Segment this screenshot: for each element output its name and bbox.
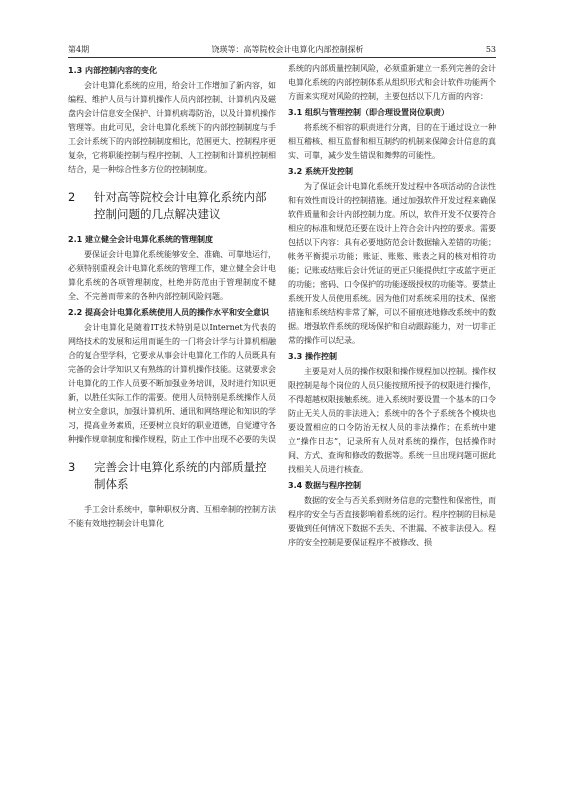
section-title: 针对高等院校会计电算化系统内部控制问题的几点解决建议 [94, 190, 267, 221]
page-number: 53 [485, 45, 496, 54]
paragraph-3-4: 数据的安全与否关系到财务信息的完整性和保密性，而程序的安全与否直接影响着系统的运行。程序控制的目标是要做到任何情况下数据不丢失、不泄漏、不被非法侵入。程序的安全控制是要保证程序不被修改、损 [288, 496, 496, 547]
section-number: 2 [68, 190, 76, 204]
subsection-heading-3-1: 3.1 组织与管理控制（即合理设置岗位职责） [288, 108, 449, 117]
section-heading-2 [68, 189, 276, 223]
subsection-heading-3-4: 3.4 数据与程序控制 [288, 481, 361, 490]
running-title: 饶瑛等：高等院校会计电算化内部控制探析 [211, 45, 364, 54]
running-header [68, 8, 496, 58]
subsection-heading-2-1: 2.1 建立健全会计电算化系统的管理制度 [68, 235, 213, 244]
paragraph-2-1: 要保证会计电算化系统能够安全、准确、可靠地运行，必须特别重视会计电算化系统的管理工作，建立健全会计电算化系统的各项管理制度，杜绝并防范由于管理制度不健全、不完善而带来的各种内部控制风险问题。 [68, 250, 276, 301]
paragraph-3-2: 为了保证会计电算化系统开发过程中各项活动的合法性和有效性而设计的控制措施。通过加强软件开发过程来确保软件质量和会计内部控制力度。所以，软件开发不仅要符合相应的标准和规范还要在设计上符合会计内控的要求。需要包括以下内容：具有必要地防范会计数据输入差错的功能；帐务平衡提示功能；账证、账账、账表之间的核对相符功能；记账或结账后会计凭证的更正只能提供红字或蓝字更正的功能；密码、口令保护的功能逐级授权的功能等。要禁止系统开发人员使用系统。因为他们对系统采用的技术、保密措施和系统结构非常了解，可以不留痕迹地修改系统中的数据。增强软件系统的现场保护和自动跟踪能力，对一切非正常的操作可以纪录。 [288, 182, 496, 345]
section-title: 完善会计电算化系统的内部质量控制体系 [94, 460, 267, 491]
paragraph-3-1: 将系统不相容的职责进行分离，目的在于通过设立一种相互稽核、相互监督和相互制约的机制来保障会计信息的真实、可靠，减少发生错误和舞弊的可能性。 [288, 123, 496, 160]
subsection-heading-3-3: 3.3 操作控制 [288, 352, 337, 361]
paragraph-3-intro: 手工会计系统中，靠种职权分离、互相牵制的控制方法不能有效地控制会计电算化 [68, 505, 276, 528]
left-column [68, 62, 276, 550]
subsection-heading-1-3: 1.3 内部控制内容的变化 [68, 66, 157, 75]
subsection-heading-2-2: 2.2 提高会计电算化系统使用人员的操作水平和安全意识 [68, 308, 269, 317]
right-column [288, 62, 496, 550]
paragraph-continued: 系统的内部质量控制风险，必须重新建立一系列完善的会计电算化系统的内部控制体系从组织形式和会计软件功能两个方面来实现对风险的控制，主要包括以下几方面的内容： [288, 64, 496, 101]
section-number: 3 [68, 460, 76, 474]
paragraph-1-3: 会计电算化系统的应用，给会计工作增加了新内容，如编程、维护人员与计算机操作人员内部控制、计算机内及磁盘内会计信息安全保护、计算机病毒防治，以及计算机操作管理等。由此可见，会计电算化系统下的内部控制制度与手工会计系统下的内部控制制度相比，范围更大、控制程序更复杂，它将职能控制与程序控制、人工控制和计算机控制相结合，是一种综合性多方位的控制制度。 [68, 81, 276, 174]
paragraph-2-2: 会计电算化是随着IT技术特别是以Internet为代表的网络技术的发展和运用而诞生的一门将会计学与计算机相融合的复合型学科，它要求从事会计电算化工作的人员既具有完备的会计学知识又有熟练的计算机操作技能。这就要求会计电算化的工作人员要不断加强业务培训，及时进行知识更新，以胜任实际工作的需要。使用人员特别是系统操作人员树立安全意识，加强计算机所、通讯和网络理论和知识的学习，提高业务素质，还要树立良好的职业道德，自觉遵守各种操作规章制度和操作规程，防止工作中出现不必要的失误 [68, 323, 276, 444]
paragraph-3-3: 主要是对人员的操作权限和操作规程加以控制。操作权限控制是每个岗位的人员只能按照所授予的权限进行操作，不得超越权限接触系统。进入系统时要设置一个基本的口令防止无关人员的非法进入；系统中的各个子系统各个模块也要设置相应的口令防治无权人员的非法操作；在系统中建立“操作日志”，记录所有人员对系统的操作，包括操作时间、方式、查询和修改的数据等。系统一旦出现问题可据此找相关人员进行核查。 [288, 367, 496, 474]
section-heading-3 [68, 459, 276, 493]
subsection-heading-3-2: 3.2 系统开发控制 [288, 167, 353, 176]
issue-number: 第4期 [68, 45, 90, 54]
two-column-body [68, 62, 496, 550]
